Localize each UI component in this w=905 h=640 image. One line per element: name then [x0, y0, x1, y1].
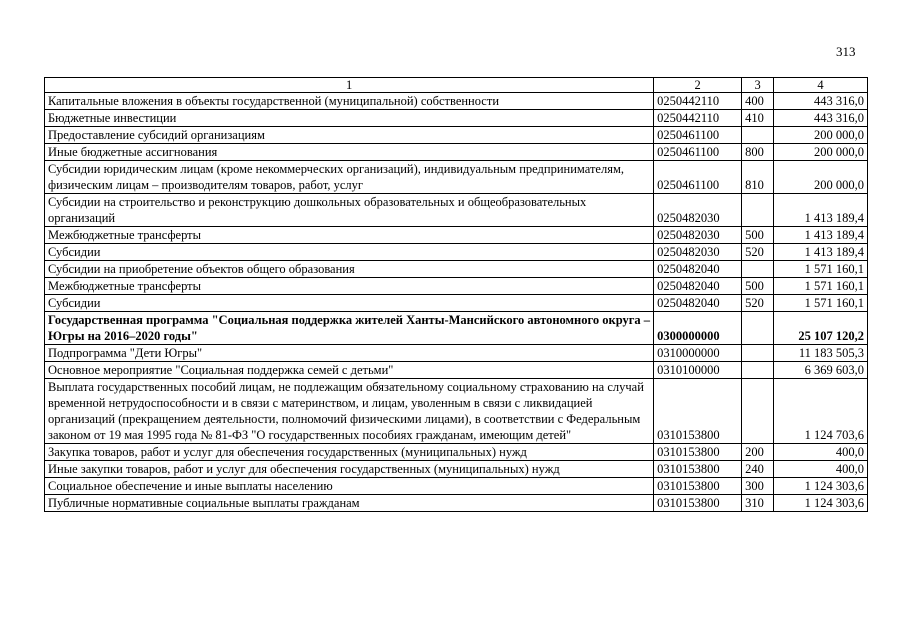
row-type-cell	[742, 261, 774, 278]
row-amount-cell: 200 000,0	[774, 144, 868, 161]
row-code-cell: 0250482030	[654, 244, 742, 261]
row-amount-cell: 6 369 603,0	[774, 362, 868, 379]
row-type-cell: 800	[742, 144, 774, 161]
row-amount-cell: 200 000,0	[774, 127, 868, 144]
row-code-cell: 0250461100	[654, 161, 742, 194]
row-name-cell: Субсидии на строительство и реконструкцию дошкольных образовательных и общеобразовательных организаций	[45, 194, 654, 227]
table-row	[45, 362, 868, 379]
row-code-cell: 0310153800	[654, 461, 742, 478]
row-type-cell: 520	[742, 244, 774, 261]
row-name-cell: Основное мероприятие "Социальная поддержка семей с детьми"	[45, 362, 654, 379]
row-code-cell: 0250482040	[654, 261, 742, 278]
row-amount-cell: 1 571 160,1	[774, 278, 868, 295]
header-col-1: 1	[45, 78, 654, 93]
table-row	[45, 194, 868, 227]
row-type-cell: 240	[742, 461, 774, 478]
header-col-3: 3	[742, 78, 774, 93]
row-amount-cell: 1 571 160,1	[774, 295, 868, 312]
table-row	[45, 461, 868, 478]
row-amount-cell: 1 124 303,6	[774, 495, 868, 512]
table-row	[45, 127, 868, 144]
row-code-cell: 0250461100	[654, 144, 742, 161]
row-type-cell	[742, 379, 774, 444]
row-name-cell: Субсидии юридическим лицам (кроме некоммерческих организаций), индивидуальным предпринимателям, физическим лицам – производителям товаров, работ, услуг	[45, 161, 654, 194]
row-name-cell: Закупка товаров, работ и услуг для обеспечения государственных (муниципальных) нужд	[45, 444, 654, 461]
row-amount-cell: 11 183 505,3	[774, 345, 868, 362]
row-amount-cell: 1 413 189,4	[774, 194, 868, 227]
row-code-cell: 0310100000	[654, 362, 742, 379]
row-name-cell: Подпрограмма "Дети Югры"	[45, 345, 654, 362]
row-name-cell: Социальное обеспечение и иные выплаты населению	[45, 478, 654, 495]
row-code-cell: 0250482030	[654, 194, 742, 227]
row-amount-cell: 1 124 303,6	[774, 478, 868, 495]
row-type-cell: 400	[742, 93, 774, 110]
row-amount-cell: 1 413 189,4	[774, 227, 868, 244]
table-row	[45, 444, 868, 461]
row-type-cell: 810	[742, 161, 774, 194]
row-type-cell: 500	[742, 278, 774, 295]
table-row	[45, 144, 868, 161]
table-row	[45, 161, 868, 194]
row-type-cell	[742, 345, 774, 362]
row-amount-cell: 1 124 703,6	[774, 379, 868, 444]
row-amount-cell: 400,0	[774, 444, 868, 461]
row-amount-cell: 1 571 160,1	[774, 261, 868, 278]
row-code-cell: 0250482030	[654, 227, 742, 244]
row-type-cell: 500	[742, 227, 774, 244]
row-type-cell	[742, 194, 774, 227]
row-name-cell: Государственная программа "Социальная поддержка жителей Ханты-Мансийского автономного округа – Югры на 2016–2020 годы"	[45, 312, 654, 345]
row-amount-cell: 1 413 189,4	[774, 244, 868, 261]
row-name-cell: Межбюджетные трансферты	[45, 227, 654, 244]
row-code-cell: 0310153800	[654, 478, 742, 495]
row-name-cell: Субсидии	[45, 295, 654, 312]
table-row	[45, 261, 868, 278]
row-type-cell: 520	[742, 295, 774, 312]
row-amount-cell: 443 316,0	[774, 93, 868, 110]
table-row	[45, 312, 868, 345]
row-code-cell: 0300000000	[654, 312, 742, 345]
row-type-cell	[742, 362, 774, 379]
row-name-cell: Выплата государственных пособий лицам, не подлежащим обязательному социальному страхованию на случай временной нетрудоспособности и в связи с материнством, и лицам, уволенным в связи с ликвидацией организаций (прекращением деятельности, полномочий физическими лицами), в соответствии с Федеральным законом от 19 мая 1995 года № 81-ФЗ "О государственных пособиях гражданам, имеющим детей"	[45, 379, 654, 444]
table-row	[45, 93, 868, 110]
row-type-cell: 410	[742, 110, 774, 127]
row-name-cell: Иные закупки товаров, работ и услуг для обеспечения государственных (муниципальных) нужд	[45, 461, 654, 478]
header-col-2: 2	[654, 78, 742, 93]
row-code-cell: 0310153800	[654, 379, 742, 444]
table-row	[45, 345, 868, 362]
row-type-cell: 200	[742, 444, 774, 461]
row-type-cell: 300	[742, 478, 774, 495]
row-name-cell: Публичные нормативные социальные выплаты гражданам	[45, 495, 654, 512]
table-row	[45, 478, 868, 495]
row-amount-cell: 400,0	[774, 461, 868, 478]
row-code-cell: 0310153800	[654, 495, 742, 512]
row-name-cell: Субсидии	[45, 244, 654, 261]
table-row	[45, 495, 868, 512]
row-name-cell: Предоставление субсидий организациям	[45, 127, 654, 144]
row-code-cell: 0310000000	[654, 345, 742, 362]
row-name-cell: Бюджетные инвестиции	[45, 110, 654, 127]
row-type-cell: 310	[742, 495, 774, 512]
row-code-cell: 0250482040	[654, 295, 742, 312]
table-row	[45, 110, 868, 127]
row-type-cell	[742, 312, 774, 345]
row-amount-cell: 200 000,0	[774, 161, 868, 194]
row-name-cell: Субсидии на приобретение объектов общего образования	[45, 261, 654, 278]
table-row	[45, 295, 868, 312]
row-code-cell: 0310153800	[654, 444, 742, 461]
header-col-4: 4	[774, 78, 868, 93]
header-row	[45, 78, 868, 93]
table-row	[45, 227, 868, 244]
row-code-cell: 0250442110	[654, 93, 742, 110]
row-code-cell: 0250482040	[654, 278, 742, 295]
row-code-cell: 0250461100	[654, 127, 742, 144]
row-type-cell	[742, 127, 774, 144]
table-row	[45, 244, 868, 261]
budget-table	[44, 77, 868, 512]
row-name-cell: Межбюджетные трансферты	[45, 278, 654, 295]
row-amount-cell: 443 316,0	[774, 110, 868, 127]
table-row	[45, 379, 868, 444]
row-name-cell: Капитальные вложения в объекты государственной (муниципальной) собственности	[45, 93, 654, 110]
row-code-cell: 0250442110	[654, 110, 742, 127]
row-amount-cell: 25 107 120,2	[774, 312, 868, 345]
table-row	[45, 278, 868, 295]
page-number: 313	[836, 44, 856, 59]
row-name-cell: Иные бюджетные ассигнования	[45, 144, 654, 161]
